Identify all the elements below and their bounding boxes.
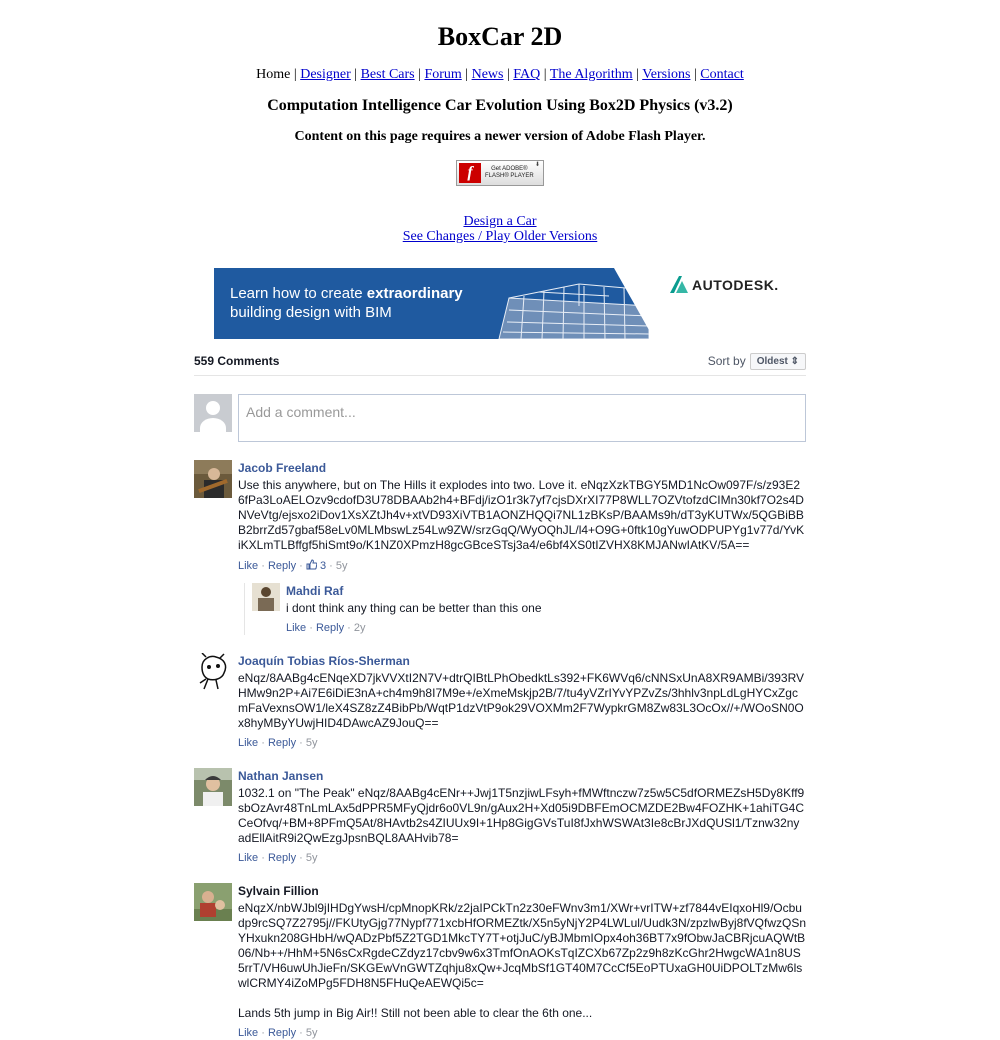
flash-badge-line1: Get ADOBE® <box>491 166 528 172</box>
download-arrow-icon: ⬇ <box>534 162 540 168</box>
reply-link[interactable]: Reply <box>267 1027 297 1039</box>
page-subtitle: Computation Intelligence Car Evolution Using Box2D Physics (v3.2) <box>267 97 733 114</box>
reply-link[interactable]: Reply <box>315 622 345 634</box>
avatar[interactable] <box>194 460 232 498</box>
autodesk-logo-icon <box>670 276 688 293</box>
ad-line1-bold: extraordinary <box>366 285 463 302</box>
top-nav: Home | Designer | Best Cars | Forum | News | FAQ | The Algorithm | Versions | Contact <box>256 67 744 82</box>
sort-dropdown[interactable]: Oldest ⇕ <box>750 353 806 370</box>
see-changes-link[interactable]: See Changes / Play Older Versions <box>402 229 598 244</box>
commenter-name[interactable]: Mahdi Raf <box>286 584 344 598</box>
ad-brand: AUTODESK. <box>692 276 779 293</box>
advertisement-banner[interactable] <box>214 268 786 339</box>
header <box>0 0 1000 244</box>
comment-age: 5y <box>305 737 318 749</box>
like-link[interactable]: Like <box>238 1027 259 1039</box>
comment-text: eNqz/8AABg4cENqeXD7jkVVXtI2N7V+dtrQIBtLPhObedktLs392+FK6WVq6/cNNSxUnA8XR9AMBi/393RVHMw9n2P+Ai7E6iDiE3nA+ch4m9h8I7M9e+/eXmeMskjp2B/7/tu4yVZrIYvYPZvZs/3hhlv3npLdLgHYCxZgcmFaVexnsOW1/leX4SZ8zZ4BibPb/WqtP1dzVtP9ok29VOXMm2F7WypkrGM8Zw83L3OcOx//+/WOoSN0Ox8hyMByYUwjHID4DAwcAZ9JouQ== <box>238 671 805 730</box>
reply-link[interactable]: Reply <box>267 737 297 749</box>
ad-line2: building design with BIM <box>230 304 392 321</box>
commenter-name[interactable]: Jacob Freeland <box>238 461 327 475</box>
action-links <box>0 214 1000 244</box>
comment-count: 559 Comments <box>194 354 280 368</box>
avatar[interactable] <box>194 883 232 921</box>
thumbs-up-icon <box>306 559 317 570</box>
comment-age: 2y <box>353 622 366 634</box>
comment-input[interactable]: Add a comment... <box>238 394 806 442</box>
like-link[interactable]: Like <box>238 852 259 864</box>
sort-label: Sort by <box>707 354 746 368</box>
nav-the-algorithm[interactable]: The Algorithm <box>549 67 633 82</box>
nav-home[interactable]: Home <box>256 67 291 82</box>
reply-link[interactable]: Reply <box>267 560 297 572</box>
nav-best-cars[interactable]: Best Cars <box>360 67 415 82</box>
commenter-name[interactable]: Joaquín Tobias Ríos-Sherman <box>238 654 410 668</box>
comment: Jacob Freeland Use this anywhere, but on The Hills it explodes into two. Love it. eNqzXzkTBGY5MD1NcOw097F/s/z93E26fPa3LoAELOzv9cdofD3U78DBAAb2h4+BFdj/izO1r3k7yf7cjsDXrXI77P8WLL7OZVtofzdCIMn30kf7O2s4DNVeVtg/ejsxo2iDov1XsXZtJh4v+xtVD93XiVTB1AONZHQQi7NL1zBKsP/BAAMs9h/dT3yKUTWx/5QGBiBBB2brrZd57gbaf58eLv0MLMbswLz54Lw9ZW/srzGqQ/WyOQhJL/l4+O9G+0ftk10gYuwODPUPYg1v77d/YvKiKXLmTLBffgf5hiSmt9o/K1NZ0XPmzH8gcGBceSTsj3a4/e6bf4XS0tIZVHX8KMJANwIAtKV/5A== Like · Reply · 3 · 5y Mahdi Raf i dont think any thing can be better than this one Like · Reply · 2y <box>194 460 806 635</box>
comment-text: 1032.1 on "The Peak" eNqz/8AABg4cENr++Jwj1T5nzjiwLFsyh+fMWftnczw7z5w5C5dfORMEZsH5Dy8Kff9sbOzAvr48TnLmLAx5dPPR5MFyQjdr6o0VL9n/gAux2H+Xd05i9DBFEmOCMZDE2Bw4FOZHK+1ahiTG4CCeOfvq/+BM+8PFmQ5At/8HAvtb2s4ZIUUx9I+1Hp8GigGVsTuI8fJxhWSWAt3Ie8cBrJXdQUSl1/Tznw32nyadEllAitR9i2QwEzgJpsnBQL8AAHvib78= <box>238 786 805 845</box>
comment-age: 5y <box>305 1027 318 1039</box>
comment: Sylvain Fillion eNqzX/nbWJbl9jIHDgYwsH/cpMnopKRk/z2jaIPCkTn2z30eFWnv3m1/XWr+vrITW+zf7844vEIqxoHl9/Ocbudp9rcSQ7Z2795j//FKUtyGjg77Nypf771xcbHfORMEZtk/X5n5yNjY2P4LWLul/Uudk3N/zpzlwByj8fVQfwzQSnYHxukn208GHbH/wQADzPbf5Z2TGD1MkcTY7T+otjJuC/yBJMbmIOpx4oh36BT7x9fObwJaCBRjcuAQWtB06/Nb++/HhM+5N6sCxRgdeCZdyz17cbv9w6x3TmfOnAOKsTqIZCXb67Zp2z9h8zKcGhr2HwgcWA1n8US5rrT/VH6uwUhJieFn/SKGEwVnGWTZqhju8xQw+JcqMbSf1GT40M7CcCf5EoPTUxaGH0UiDPOLTzMw6lswlCRMY4iZoMPg5FDH8N5FHuQeAEWQi5c= Lands 5th jump in Big Air!! Still not been able to clear the 6th one... Like · Reply · 5y <box>194 883 806 1040</box>
nav-news[interactable]: News <box>471 67 504 82</box>
nav-forum[interactable]: Forum <box>424 67 462 82</box>
like-link[interactable]: Like <box>286 622 307 634</box>
like-count: 3 <box>319 560 327 572</box>
flash-badge-line2: FLASH® PLAYER <box>485 173 534 179</box>
nav-faq[interactable]: FAQ <box>513 67 541 82</box>
design-car-link[interactable]: Design a Car <box>463 214 537 229</box>
site-title: BoxCar 2D <box>437 22 563 51</box>
commenter-name[interactable]: Sylvain Fillion <box>238 884 319 898</box>
ad-line1: Learn how to create <box>230 285 367 302</box>
commenter-name[interactable]: Nathan Jansen <box>238 769 324 783</box>
comment: Nathan Jansen 1032.1 on "The Peak" eNqz/8AABg4cENr++Jwj1T5nzjiwLFsyh+fMWftnczw7z5w5C5dfORMEZsH5Dy8Kff9sbOzAvr48TnLmLAx5dPPR5MFyQjdr6o0VL9n/gAux2H+Xd05i9DBFEmOCMZDE2Bw4FOZHK+1ahiTG4CCeOfvq/+BM+8PFmQ5At/8HAvtb2s4ZIUUx9I+1Hp8GigGVsTuI8fJxhWSWAt3Ie8cBrJXdQUSl1/Tznw32nyadEllAitR9i2QwEzgJpsnBQL8AAHvib78= Like · Reply · 5y <box>194 768 806 865</box>
nav-versions[interactable]: Versions <box>642 67 691 82</box>
comment: Joaquín Tobias Ríos-Sherman eNqz/8AABg4cENqeXD7jkVVXtI2N7V+dtrQIBtLPhObedktLs392+FK6WVq6/cNNSxUnA8XR9AMBi/393RVHMw9n2P+Ai7E6iDiE3nA+ch4m9h8I7M9e+/eXmeMskjp2B/7/tu4yVZrIYvYPZvZs/3hhlv3npLdLgHYCxZgcmFaVexnsOW1/leX4SZ8zZ4BibPb/WqtP1dzVtP9ok29VOXMm2F7WypkrGM8Zw83L3OcOx//+/WOoSN0Ox8hyMByYUwjHID4DAwcAZ9JouQ== Like · Reply · 5y <box>194 653 806 750</box>
comment-age: 5y <box>305 852 318 864</box>
comments-section <box>194 350 806 1040</box>
user-avatar-placeholder-icon <box>194 394 232 432</box>
nav-designer[interactable]: Designer <box>300 67 351 82</box>
nav-contact[interactable]: Contact <box>700 67 744 82</box>
reply-comment: Mahdi Raf i dont think any thing can be better than this one Like · Reply · 2y <box>244 583 806 635</box>
avatar[interactable] <box>194 768 232 806</box>
avatar[interactable] <box>194 653 232 691</box>
reply-link[interactable]: Reply <box>267 852 297 864</box>
comment-text: Use this anywhere, but on The Hills it explodes into two. Love it. eNqzXzkTBGY5MD1NcOw097F/s/z93E26fPa3LoAELOzv9cdofD3U78DBAAb2h4+BFdj/izO1r3k7yf7cjsDXrXI77P8WLL7OZVtofzdCIMn30kf7O2s4DNVeVtg/ejsxo2iDov1XsXZtJh4v+xtVD93XiVTB1AONZHQQi7NL1zBKsP/BAAMs9h/dT3yKUTWx/5QGBiBBB2brrZd57gbaf58eLv0MLMbswLz54Lw9ZW/srzGqQ/WyOQhJL/l4+O9G+0ftk10gYuwODPUPYg1v77d/YvKiKXLmTLBffgf5hiSmt9o/K1NZ0XPmzH8gcGBceSTsj3a4/e6bf4XS0tIZVHX8KMJANwIAtKV/5A== <box>238 478 805 552</box>
flash-notice: Content on this page requires a newer version of Adobe Flash Player. <box>294 129 706 144</box>
comment-text: i dont think any thing can be better than this one <box>286 601 542 615</box>
avatar[interactable] <box>252 583 280 611</box>
get-flash-player-button[interactable] <box>456 160 544 186</box>
comment-text: eNqzX/nbWJbl9jIHDgYwsH/cpMnopKRk/z2jaIPCkTn2z30eFWnv3m1/XWr+vrITW+zf7844vEIqxoHl9/Ocbudp9rcSQ7Z2795j//FKUtyGjg77Nypf771xcbHfORMEZtk/X5n5yNjY2P4LWLul/Uudk3N/zpzlwByj8fVQfwzQSnYHxukn208GHbH/wQADzPbf5Z2TGD1MkcTY7T+otjJuC/yBJMbmIOpx4oh36BT7x9fObwJaCBRjcuAQWtB06/Nb++/HhM+5N6sCxRgdeCZdyz17cbv9w6x3TmfOnAOKsTqIZCXb67Zp2z9h8zKcGhr2HwgcWA1n8US5rrT/VH6uwUhJieFn/SKGEwVnGWTZqhju8xQw+JcqMbSf1GT40M7CcCf5EoPTUxaGH0UiDPOLTzMw6lswlCRMY4iZoMPg5FDH8N5FHuQeAEWQi5c= Lands 5th jump in Big Air!! Still not been able to clear the 6th one... <box>238 901 807 1020</box>
flash-logo-icon: f <box>459 163 481 183</box>
like-link[interactable]: Like <box>238 737 259 749</box>
like-link[interactable]: Like <box>238 560 259 572</box>
comment-age: 5y <box>335 560 348 572</box>
